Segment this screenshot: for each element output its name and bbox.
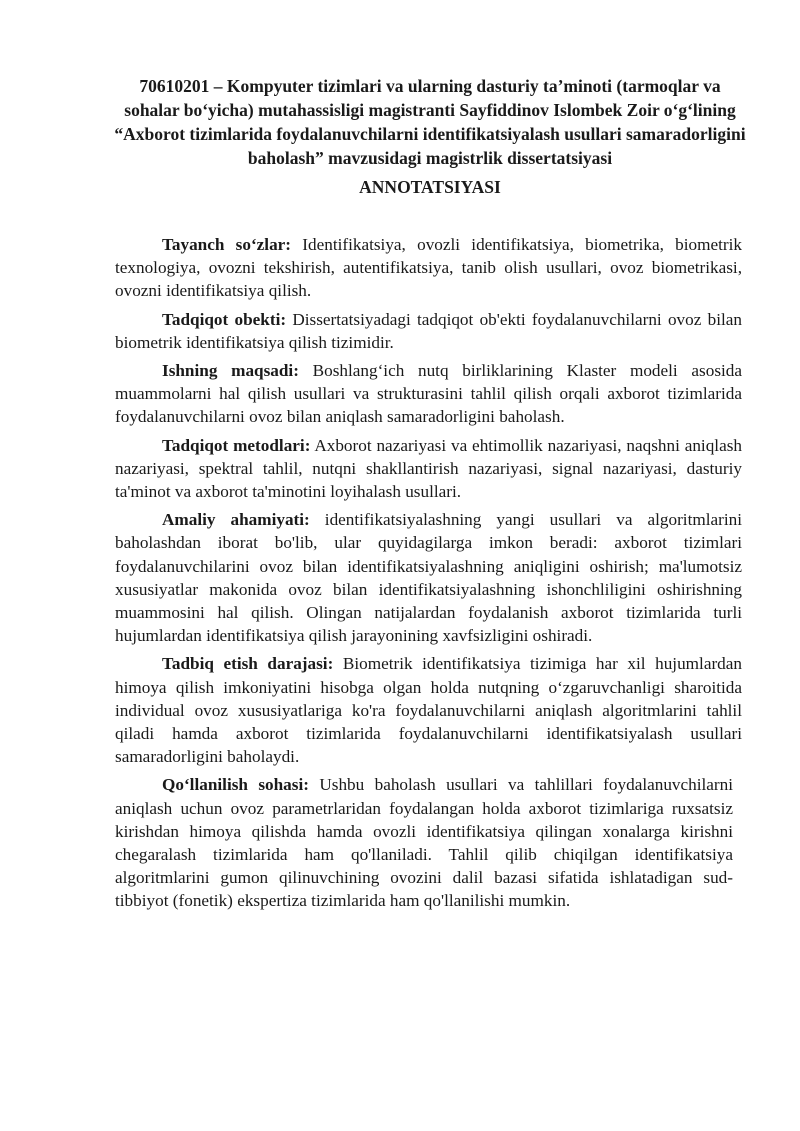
section-text: Biometrik identifikatsiya tizimiga har xil hujumlardan himoya qilish imkoniyatini hisobga olgan holda nutqning o‘zgaruvchanligi sharoitida individual ovoz xususiyatlariga ko'ra foydalanuvchilarni aniqlash algoritmlarini tahlil qiladi hamda axborot tizimlarida foydalanuvchilarni identifikatsiyalash usullari samaradorligini baholaydi. <box>115 654 742 767</box>
document-title: 70610201 – Kompyuter tizimlari va ularning dasturiy ta’minoti (tarmoqlar va sohalar bo‘yicha) mutahassisligi magistranti Sayfiddinov Islombek Zoir o‘g‘lining “Axborot tizimlarida foydalanuvchilarni identifikatsiyalash usullari samaradorligini baholash” mavzusidagi magistrlik dissertatsiyasi <box>114 76 746 168</box>
document-subtitle: ANNOTATSIYASI <box>359 177 501 197</box>
section-application-area <box>115 773 733 912</box>
section-label: Tadbiq etish darajasi: <box>162 654 334 674</box>
section-text: identifikatsiyalashning yangi usullari va algoritmlarini baholashdan iborat bo'lib, ular quyidagilarga imkon beradi: axborot tizimlari foydalanuvchilarini ovoz bilan identifikatsiyalashning aniqligini oshirish; ma'lumotsiz xususiyatlar makonida ovoz bilan identifikatsiyalashning ishonchliligini oshirishning muammosini hal qilish. Olingan natijalardan foydalanish axborot tizimlarida turli hujumlardan identifikatsiya qilish jarayonining xavfsizligini oshiradi. <box>115 510 742 646</box>
section-text: Ushbu baholash usullari va tahlillari foydalanuvchilarni aniqlash uchun ovoz parametrlaridan foydalangan holda axborot tizimlariga ruxsatsiz kirishdan himoya qilishda hamda ovozli identifikatsiya qilingan xonalarga kirishni chegaralash tizimlarida ham qo'llaniladi. Tahlil qilib chiqilgan identifikatsiya algoritmlarini gumon qilinuvchining ovozini dalil bazasi sifatida ishlatadigan sud-tibbiyot (fonetik) ekspertiza tizimlarida ham qo'llanilishi mumkin. <box>115 775 733 911</box>
section-label: Ishning maqsadi: <box>162 361 299 381</box>
section-text: Dissertatsiyadagi tadqiqot ob'ekti foydalanuvchilarni ovoz bilan biometrik identifikatsiya qilish tizimidir. <box>115 309 742 352</box>
section-goal <box>115 359 742 429</box>
annotation-body <box>115 233 742 918</box>
section-practical-significance <box>115 508 742 647</box>
section-methods <box>115 434 742 504</box>
section-label: Tadqiqot obekti: <box>162 309 287 329</box>
section-label: Qo‘llanilish sohasi: <box>162 775 309 795</box>
section-keywords <box>115 233 742 303</box>
section-implementation-level <box>115 652 742 768</box>
section-research-object <box>115 308 742 354</box>
section-text: Identifikatsiya, ovozli identifikatsiya, biometrika, biometrik texnologiya, ovozni tekshirish, autentifikatsiya, tanib olish usullari, ovoz biometrikasi, ovozni identifikatsiya qilish. <box>115 235 743 301</box>
section-text: Axborot nazariyasi va ehtimollik nazariyasi, naqshni aniqlash nazariyasi, spektral tahlil, nutqni shakllantirish nazariyasi, signal nazariyasi, dasturiy ta'minot va axborot ta'minotini loyihalash usullari. <box>115 435 742 502</box>
section-label: Amaliy ahamiyati: <box>162 510 310 530</box>
section-text: Boshlang‘ich nutq birliklarining Klaster modeli asosida muammolarni hal qilish usullari va strukturasini tahlil qilish orqali axborot tizimlarida foydalanuvchilarni ovoz bilan aniqlash samaradorligini baholash. <box>115 361 742 427</box>
section-label: Tadqiqot metodlari: <box>162 435 311 455</box>
section-label: Tayanch so‘zlar: <box>162 235 292 254</box>
